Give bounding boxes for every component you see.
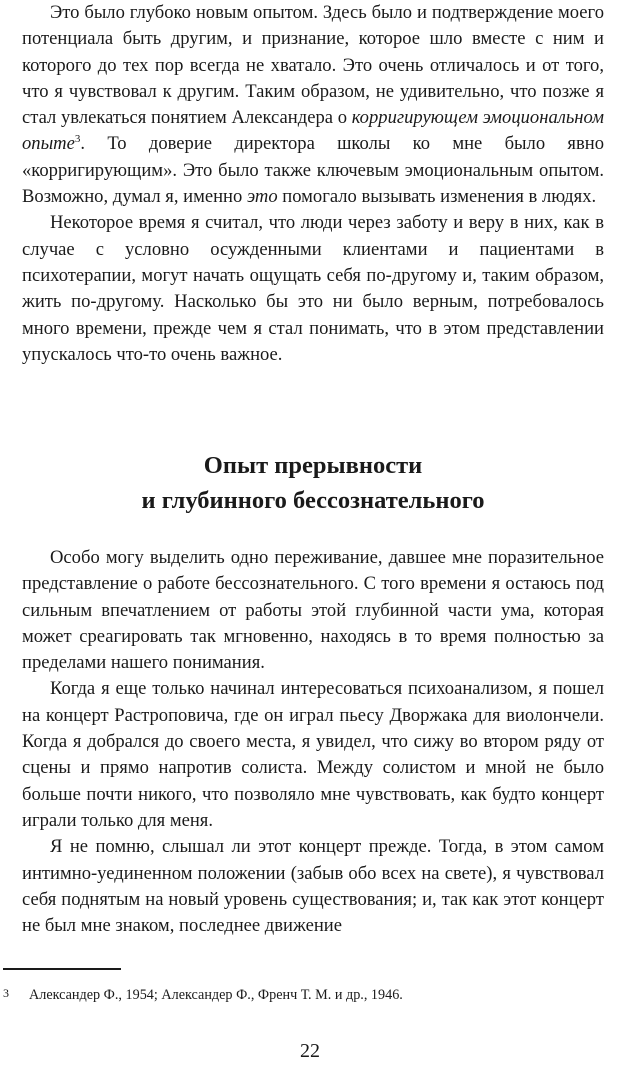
footnote-reference: 3 bbox=[74, 133, 81, 146]
footnote bbox=[3, 983, 603, 1005]
paragraph bbox=[22, 545, 604, 676]
italic-text: это bbox=[246, 186, 278, 208]
body-text-bottom bbox=[22, 545, 604, 939]
text-run: Это было глубоко новым опытом. Здесь было и подтверждение моего потенциала быть другим, и признание, которое шло вместе с ним и которого до тех пор всегда не хватало. Это очень отличалось и от того, что я чувствовал к другим. Таким образом, не удивительно, что позже я стал увлекаться понятием Александера о bbox=[22, 2, 604, 129]
section-heading bbox=[22, 448, 604, 518]
footnote-marker: 3 bbox=[3, 986, 9, 1000]
italic-text: корригирующем эмоциональном опыте bbox=[22, 107, 604, 155]
section-heading-line-1: Опыт прерывности bbox=[203, 452, 423, 479]
text-run: Я не помню, слышал ли этот концерт прежде. Тогда, в этом самом интимно-уединенном положении (забыв обо всех на свете), я чувствовал себя поднятым на новый уровень существования; и, так как этот концерт не был мне знаком, последнее движение bbox=[22, 836, 604, 937]
footnote-text: Александер Ф., 1954; Александер Ф., Френч Т. М. и др., 1946. bbox=[29, 987, 403, 1003]
paragraph bbox=[22, 676, 604, 834]
page-number: 22 bbox=[300, 1040, 320, 1062]
body-text-top bbox=[22, 0, 604, 368]
text-run: Некоторое время я считал, что люди через заботу и веру в них, как в случае с условно осужденными клиентами и пациентами в психотерапии, могут начать ощущать себя по-другому и, таким образом, жить по-другому. Насколько бы это ни было верным, потребовалось много времени, прежде чем я стал понимать, что в этом представлении упускалось что-то очень важное. bbox=[22, 212, 604, 365]
footnote-separator bbox=[3, 968, 121, 970]
paragraph bbox=[22, 210, 604, 368]
text-run: . То доверие директора школы ко мне было явно «корригирующим». Это было также ключевым эмоциональным опытом. Возможно, думал я, именно bbox=[22, 133, 604, 208]
text-run: Когда я еще только начинал интересоваться психоанализом, я пошел на концерт Растроповича, где он играл пьесу Дворжака для виолончели. Когда я добрался до своего места, я увидел, что сижу во втором ряду от сцены и прямо напротив солиста. Между солистом и мной не было больше почти никого, что позволяло мне чувствовать, как будто концерт играли только для меня. bbox=[22, 678, 604, 831]
text-run: Особо могу выделить одно переживание, давшее мне поразительное представление о работе бессознательного. С того времени я остаюсь под сильным впечатлением от работы этой глубинной части ума, которая может среагировать так мгновенно, находясь в то время полностью за пределами нашего понимания. bbox=[22, 547, 604, 674]
text-run: помогало вызывать изменения в людях. bbox=[277, 186, 597, 208]
paragraph bbox=[22, 0, 604, 210]
section-heading-line-2: и глубинного бессознательного bbox=[141, 487, 485, 514]
paragraph bbox=[22, 834, 604, 939]
